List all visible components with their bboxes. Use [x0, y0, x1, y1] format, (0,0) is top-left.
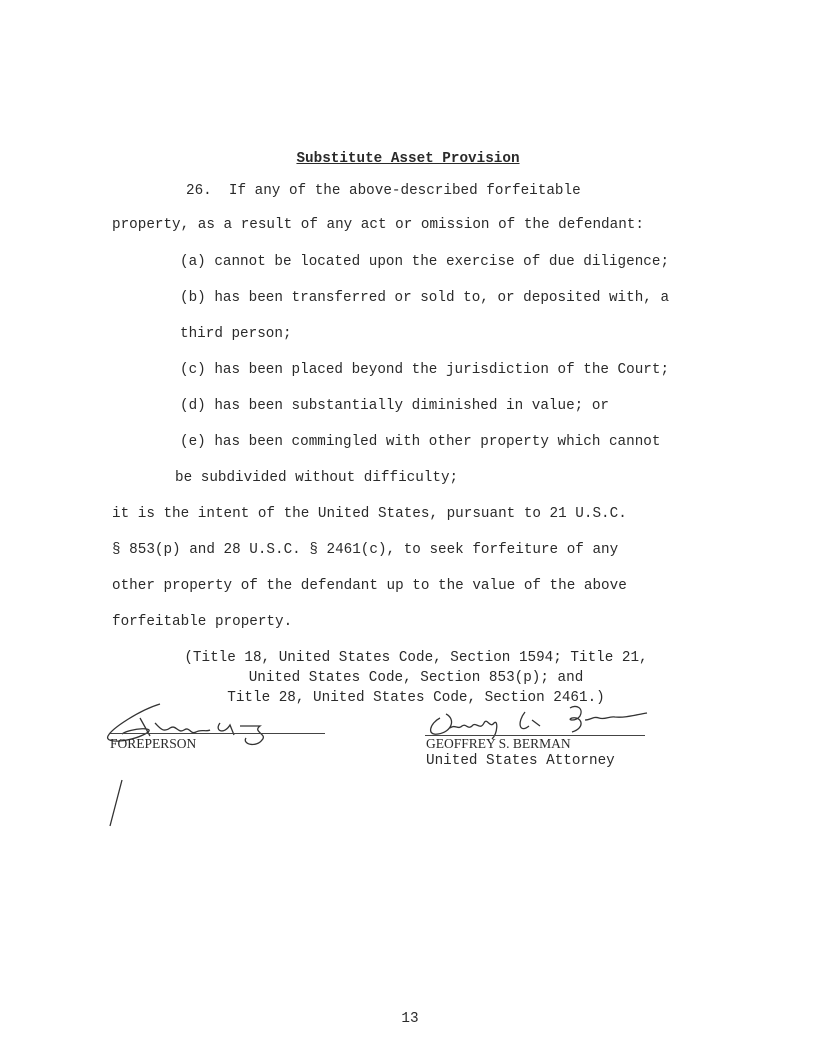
citation-line: Title 28, United States Code, Section 2461.) [227, 690, 605, 706]
paragraph-line: it is the intent of the United States, pursuant to 21 U.S.C. [112, 506, 627, 522]
list-item-b: (b) has been transferred or sold to, or deposited with, a [180, 290, 670, 306]
attorney-name: GEOFFREY S. BERMAN [426, 736, 571, 751]
list-item-c: (c) has been placed beyond the jurisdiction of the Court; [180, 362, 670, 378]
signature-line [110, 733, 325, 734]
list-item-a: (a) cannot be located upon the exercise of due diligence; [180, 254, 670, 270]
list-item-e-cont: be subdivided without difficulty; [175, 470, 459, 486]
paragraph-line: § 853(p) and 28 U.S.C. § 2461(c), to seek forfeiture of any [112, 542, 619, 558]
list-item-e: (e) has been commingled with other property which cannot [180, 434, 661, 450]
foreperson-label: FOREPERSON [110, 736, 197, 751]
list-item-d: (d) has been substantially diminished in value; or [180, 398, 609, 414]
section-heading: Substitute Asset Provision [296, 151, 520, 167]
foreperson-signature [100, 698, 330, 828]
list-item-b-cont: third person; [180, 326, 292, 342]
paragraph-line: property, as a result of any act or omission of the defendant: [112, 217, 644, 233]
citation-line: United States Code, Section 853(p); and [248, 670, 584, 686]
citation-line: (Title 18, United States Code, Section 1594; Title 21, [184, 650, 648, 666]
paragraph-line: other property of the defendant up to the value of the above [112, 578, 627, 594]
page-number: 13 [401, 1011, 419, 1027]
paragraph-line: forfeitable property. [112, 614, 293, 630]
paragraph-line: 26. If any of the above-described forfeitable [186, 183, 581, 199]
attorney-title: United States Attorney [426, 753, 615, 769]
